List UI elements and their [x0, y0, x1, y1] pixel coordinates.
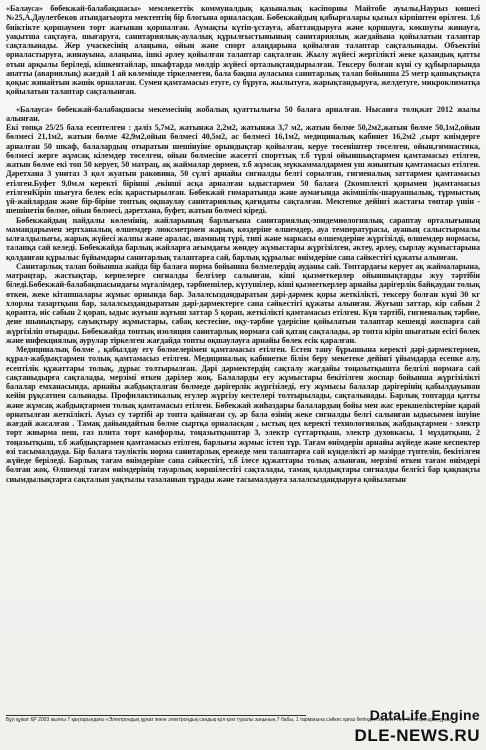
- paragraph-6: Медициналық бөлме , қабылдау егу бөлмелерімен қамтамасыз етілген. Естен тану бұрышына керекті дәрі-дәрмектермен, құрал-жабдықтармен толық қамтамасыз етілген. Медициналық кабинетке бiлім беру мекетеке дейінгі ұйымдарда есепке алу, есептілік құжаттары толық, дұрыс толтырылған. Дәрі дәрмектердің сақталу жағдайы тоңазытқышта белгілі нормаға сай сақтаныдырға сақталады, мерзімі өткен дәрілер жоқ. Балаларды егу жұмыстары бекітілген жоспар бойынша жүргізілікті балалар емханасында, арнайы жабдықталған бөлмеде дәрігерлік жүргізіледі, егу жұмысы балалар дәрігерінің қабылдауынан кейін рұқсатпен салынады. Профилактикалық егулер жүргізу кестелері толтырылады, сақталынады. Барлық топтарда қатты және жұмсақ жабдықтармен толық қамтамасыз етілген. Бөбекжай жиһаздары балалардың бойы мен жас ерекшеліктеріне қарай орнатылған жеткілікті. Ауыз су тәртібі әр топта қайнаған су, әр бала өзінің жеке сигналды белгі салынған ыдысымен ішуіне жағдай жасалған . Тамақ дайындайтын бөлме сыртқа орналасқан , ыстық цех керекті технологиялық жабдықтармен - электр торт жиырма пеш, газ плита торт камфорлы, тоңазытқыштар 3, электр сүттартқыш, электр духовкасы, 1 мұздатқыш, 2 тоңазытқыш, т.б жабдықтармен қамтамасыз етілген, барлығы жұмыс істеп тұр. Тағам өнімдерін арнайы жүйеде және кеспектер өзі тасымалдауда. Бір балаға тәулiктік норма санитарлық ережеде мен талаптарға сай күнделікті әр мәзірде түптеліп, бекітілген жүйеде беріледі. Барлық тағам өнімдеріне сапа сәйкестігі, т.б iлесе құжаттары толық алынған, мерзімі өткен тағам өнімдері болған жоқ. Өлшемді тағам өнімдерінің тауарлық көршілестігі сақталады, тамақ қалдықтары сигналды белгісі бар қақпақты сиымдылықтарға сақталып уақтылы тазаланып тұрады және тасымалдауға залалсыздандыруға қойылатын: [6, 345, 480, 484]
- footnote: Бұл құжат ҚР 2003 жылғы 7 қаңтарындағы «Электрондық құжат және электрондық сандық қол қою туралы заңының 7 бабы, 1 тармағына сәйкес қағаз бетіндегі заңмен тең. Электрондық құжат: [6, 717, 452, 723]
- footnote-divider: [6, 715, 306, 716]
- paragraph-1: «Балауса» бөбекжай-балабақшасы» мемлекеттік коммуналдық қазыналық кәсіпорны Майтобе ауылы,Наурыз көшесі №25,А.Даулетбеков атындағыорта мектептің бір блогына орналасқан. Бөбекжайдың қабырғалары қызыл кірпіштен өрілген. 1,6 биіктікте қоршаумен торт жағынан қоршалған. Аумақты күтіп-ұстауға, абаттандыруға және қоршауға, көкшуты жинауға, уақытша сақтауға, шығаруға, санитариялық-аулалық құрылғыстынының санитариялық жағдайына қойылатын талаптар сақталынады. Жер учаскесінің алаңына, ойын және спорт алаңдарына қойылған талаптар сақталынады. Объектіні орналастыруға, жинауына, алаңына, ішкі әрлеу қойылған талаптар сақталған. Жылу жүйесі жергілікті жеке қазандық қатты отын арқылы беріледі, кішкентайлар, шкафтарда мөлдір жүйесі орталықтандырылған. Тексеру болған күні су құбырларында апатты (авариялық) жағдай 1 ай көлемінде тіркелмеген, бала бақша ауласына санитарлық талап бойынша 25 метр қашықтықта қоқыс жинайтын жәшік орналаған. Сумен қамтамасыз етуге, су бұруға, жылытуға, жарықтандыруға, желдетуге, микроклиматқа қойылатын талаптар сақталынған.: [6, 4, 480, 97]
- watermark-engine: DataLife Engine: [369, 707, 480, 723]
- paragraph-3: Екі топқа 25/25 бала есептелген : дәліз 5,7м2, жатынжа 2,2м2, жатынжа 3,7 м2, жатын бөлме 50,2м2,жатын бөлме 50,1м2,ойын бөлмесі 21,1м2, жатын бөлме 42,9м2,ойын бөлмесі 40,5м2, ас бөлмесі 16,1м2, медициналық кабинет 16,2м2 ,сырт киімдерге арналған 50 шкаф, балалардың отыратын шешінуіне орындықтар қойылған, керуе төсеніштер төселген, ойын,гимнастика, бөлмесі жерге жұмсақ кілемдер төселген, ойын бөлмесіне жасетті спорттық т.б түрлі ойыншықтармен қамтамасыз етілген, жатын бөлме екі топ 50 керует, 50 матрац, ақ жаймалар дөрмен, т.б жұмсақ мүккаммалдармен уш жиынтын қамтамасыз етілген. Дәретхана 3 унитаз 3 қол жуатын раковина, 50 сүлгі арнайы сигналды белгі сорылған, гигиеналық заттармен қамтамасыз етілген.Буфет 9,0м.м керекті бірінші ,екінші асқа арналған ыдыстармен 50 балаға (2комплекті қорымен )қамтамасыз етілгенКіріп шығуға белек есік қарастырылған. Бөбекжай гимаратында және аумағында әкімшілік-шаруашылық, тұрмыстық үй-жайлардан және бір-біріне топтық оқшаулау санитариялық қағидаты сақталған. Мектепке дейінгі жастағы төптар үшін - шешінетін бөлме, ойын бөлмесі, дәретхана, буфет, жатын бөлмесі кіреді.: [6, 123, 480, 216]
- paragraph-2: «Балауса» бөбекжай-балабақшасы мекемесінің жобалық қуаттылығы 50 балаға арналған. Нысанға толқжат 2012 жылы алынған.: [6, 104, 480, 123]
- paragraph-5: Санитарлық талап бойынша жайда бір балаға норма бойынша бөлмелердің ауданы сай. Топтардағы керует ақ жаймаларына, матрацтар, жастықтар, керпелерге сигналды белгілер салынған, кіші қызметкерлер ойыншықтарды жуу тәртібін біледі.Бөбекжай-балабақшасындағы мұғалімдер, тәрбиешілер, күтушілер, кіші қызметкерлер арнайы дәрігерлік байқаудан толық өткен, жеке кітапшалары жұмыс орнында бар. Залалсыздандыратын дәрі-дәрмек қоры жеткілікті, тексеру болған күні 30 кг хлорлы тазартқыш бар, залалсыздандыратын дәрі-дәрмектерге сапа сәйкестігі құжаты алынған. Жуғыш заттар, кір сабын 2 қорапта, иіс сабын 2 қорап, ыдыс жуғыш жұғыш заттар 5 қорап, жеткілікті қамтамасыз етілген. Күн тәртібі, гигиеналық тәрбие, дене шынықтыру, сауықтыру жұмыстары, сабақ кестесіне, оқу-тәрбие үдерісіне қойылатын талаптар кешенді жоспарға сай жүргізіліп отырады. Бөбекжайда топтық изоляция санитарлық нормаға сай қатаң сақталады, әр топта кіріп шығатын есігі бөлек және инфекциялық аурулар тіркелген жағдайда топты оқшаулауға арнайы бөлек есік қаралған.: [6, 261, 480, 345]
- document-body: [6, 4, 480, 484]
- paragraph-4: Бөбекжайдың пайдалы көлемінің, жайларының барлығына санитариялық-эпидемиологиялық сараптау орталығының мамандарымен зертханалық өлшемдер люксметрмен жарық көздеріне өлшемдер, ауа температурасы, ауаның салыстырмалы ылғалдылығы, жарық жүйесі жалпы және аралас, шамның түрі, типі және маркасы өлшемдеріне жүргізілді, өлшемдер нормасы, талапқа сай келеді. Бөбекжайда барлық жайларға ағымдағы жөндеу жұмыстары жүргізілген, әктеу, әрлеу, сырлау жұмыстарына қолданған құрылыс бұйымдары санитарлық талаптарға сай, барлық құрылыс өнімдеріне сапа сәйкестігі құжаты алынған.: [6, 215, 480, 262]
- watermark-site: DLE-NEWS.RU: [354, 726, 480, 745]
